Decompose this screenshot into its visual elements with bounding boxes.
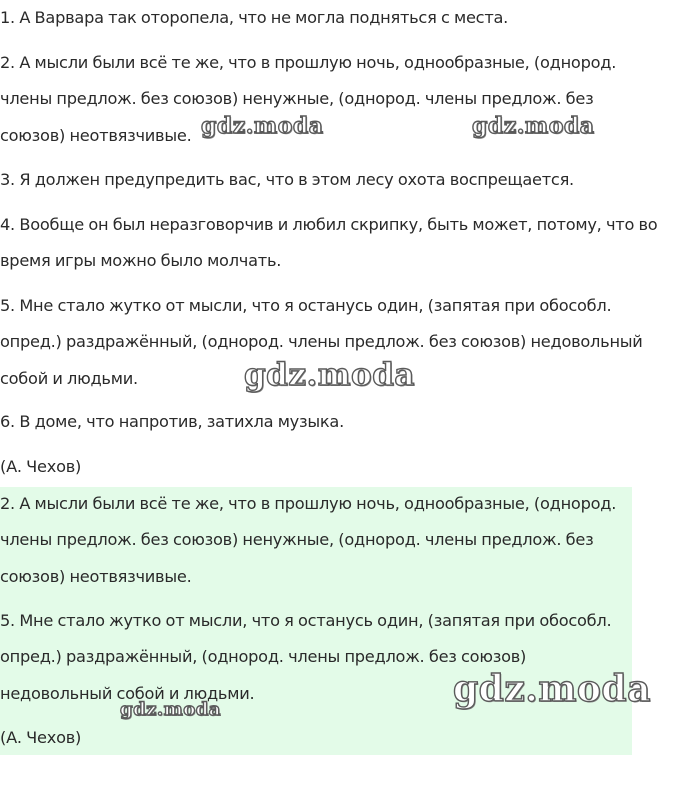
watermark-logo: gdz.moda	[453, 668, 651, 710]
highlighted-paragraph-5-line-2: опред.) раздражённый, (однород. члены предлож. без союзов)	[0, 647, 527, 667]
paragraph-5-line-1: 5. Мне стало жутко от мысли, что я останусь один, (запятая при обособл.	[0, 296, 612, 315]
paragraph-5-line-2: опред.) раздражённый, (однород. члены предлож. без союзов) недовольный	[0, 332, 643, 352]
highlighted-paragraph-5-line-3: недовольный собой и людьми.	[0, 683, 255, 703]
author-line	[0, 449, 81, 485]
paragraph-2-line-1: 2. А мысли были всё те же, что в прошлую ночь, однообразные, (однород.	[0, 53, 617, 72]
paragraph-3	[0, 162, 574, 198]
highlighted-author-line	[0, 720, 81, 756]
highlighted-paragraph-2	[0, 486, 616, 595]
watermark-logo: gdz.moda	[120, 699, 221, 720]
watermark-logo: gdz.moda	[472, 113, 595, 139]
paragraph-6	[0, 404, 344, 440]
highlighted-author-text: (А. Чехов)	[0, 728, 82, 747]
watermark-logo: gdz.moda	[201, 113, 324, 139]
paragraph-2-line-3: союзов) неотвязчивые.	[0, 125, 192, 145]
highlighted-paragraph-2-line-2: члены предлож. без союзов) ненужные, (однород. члены предлож. без	[0, 530, 594, 550]
paragraph-2-line-2: члены предлож. без союзов) ненужные, (однород. члены предлож. без	[0, 89, 594, 109]
highlighted-paragraph-2-line-3: союзов) неотвязчивые.	[0, 566, 192, 586]
paragraph-1-line-1: 1. А Варвара так оторопела, что не могла подняться с места.	[0, 8, 509, 27]
paragraph-4-line-1: 4. Вообще он был неразговорчив и любил скрипку, быть может, потому, что во	[0, 215, 658, 234]
paragraph-5-line-3: собой и людьми.	[0, 368, 138, 388]
paragraph-4-line-2: время игры можно было молчать.	[0, 251, 282, 271]
paragraph-3-line-1: 3. Я должен предупредить вас, что в этом лесу охота воспрещается.	[0, 170, 574, 189]
paragraph-6-line-1: 6. В доме, что напротив, затихла музыка.	[0, 412, 344, 431]
paragraph-4	[0, 207, 657, 280]
paragraph-1	[0, 0, 508, 36]
author-text: (А. Чехов)	[0, 457, 82, 476]
highlighted-paragraph-5-line-1: 5. Мне стало жутко от мысли, что я останусь один, (запятая при обособл.	[0, 611, 612, 630]
watermark-logo: gdz.moda	[244, 357, 415, 393]
highlighted-paragraph-2-line-1: 2. А мысли были всё те же, что в прошлую ночь, однообразные, (однород.	[0, 494, 617, 513]
